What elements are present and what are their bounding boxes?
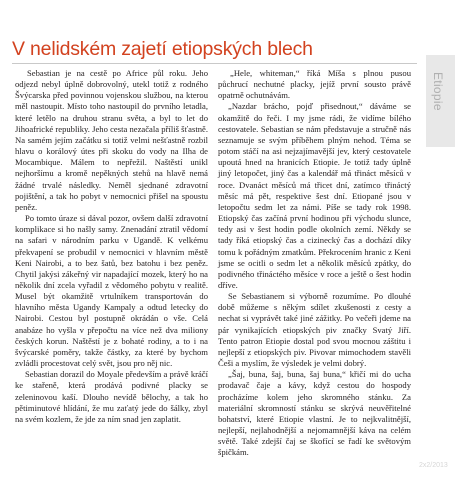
section-label: Etiopie [431, 72, 445, 111]
article-column-left [15, 68, 208, 425]
paragraph: „Šaj, buna, šaj, buna, šaj buna,“ křičí mi do ucha prodavač čaje a kávy, když cestou do hospody procházíme kolem jeho skromného stánku. Za materiální skromností stánku se skrývá neuvěřitelné bohatství, které Etiopie vlastní. Je to nejkvalitnější, nejlepší, nejlahodnější a nejomamnější káva na celém světě. Také zdejší čaj se škofící se řadí ke světovým špičkám. [218, 369, 411, 458]
paragraph: Sebastian je na cestě po Africe půl roku. Jeho odjezd nebyl úplně dobrovolný, utekl totiž z rodného Švýcarska před povinnou vojenskou službou, na kterou měl nastoupit. Místo toho nastoupil do prvního letadla, které letělo na druhou stranu světa, a byl to let do Jihoafrické republiky. Jeho cesta nezačala příliš šťastně. Na samém jejím začátku si totiž velmi nešťastně rozbil hlavu o korálový útes při skoku do vody na Ilha de Mocambique. Málem to nepřežil. Naštěstí unikl nejhoršímu a kromě nepěkných stehů na hlavě nemá žádné trvalé následky. Neměl sjednané zdravotní pojištění, a tak ho pobyt v nemocnici přišel na spoustu peněz. [15, 68, 208, 212]
paragraph: „Hele, whiteman,“ říká Míša s plnou pusou půchrucí nechutné placky, jejíž první sousto právě opatrně ochutnávám. [218, 68, 411, 101]
page-folio: 2x2/2013 [419, 462, 448, 469]
article-title: V nelidském zajetí etiopských blech [12, 38, 313, 60]
paragraph: „Nazdar brácho, pojď přisednout,“ dáváme se okamžitě do řeči. I my jsme rádi, že vidíme bílého cestovatele. Sebastian se nám představuje a stručně nás seznamuje se svým příběhem plným nehod. Téma se potom stáčí na asi nejzajímavější jev, který cestovatele upoutá hned na hranicích Etiopie. Je totiž tady úplně jiný letopočet, jiný čas a kalendář má třináct měsíců v roce. Dvanáct měsíců má třicet dní, zatímco třináctý měsíc má pět, respektive šest dní. Etiopané jsou v letopočtu sedm let za námi. Píše se tady rok 1998. Etiopský čas začíná první hodinou při východu slunce, tedy asi v šest hodin podle okolních zemí. Někdy se tady říká etiopský čas a cizinecký čas a dochází díky tomu k pořádným zmatkům. Překrocením hranic z Keni jsme se ocitli o sedm let a několik měsíců zpátky, do podivného třináctého měsíce v roce a ještě o šest hodin dříve. [218, 101, 411, 290]
article-column-right [218, 68, 411, 458]
paragraph: Sebastian dorazil do Moyale především a právě kráčí ke stařeně, která prodává podivné placky se zeleninovou kaší. Dlouho nevídě bělochy, a tak ho pětiminutové hlídání, že mu zaťatý jede do šálky, zbyl na svém kozlem, že jde za ním snad jen zaplatit. [15, 369, 208, 424]
title-rule [12, 63, 417, 64]
paragraph: Po tomto úraze si dával pozor, ovšem další zdravotní komplikace si ho našly samy. Znenadání ztratil vědomí na safari v národním parku v Ugandě. K velkému překvapení se probudil v nemocnici v hlavním městě Keni Nairobi, a to bez šatů, bez batohu i bez peněz. Chytil jakýsi zákeřný vir napadající mozek, který ho na několik dní zcela vyřadil z vědomého pobytu v realitě. Musel být okamžitě vrtulníkem transportován do hlavního města Ugandy Kampaly a odtud letecky do Nairobi. Cestou byl postupně okrádán o vše. Celá anabáze ho vyšla v přepočtu na více než dva miliony českých korun. Naštěstí je z bohaté rodiny, a to i na švýcarské poměry, takže částky, za které by bychom zvládli procestovat celý svět, jsou pro něj nic. [15, 213, 208, 369]
paragraph: Se Sebastianem si výborně rozumíme. Po dlouhé době můžeme s někým sdílet zkušenosti z cesty a nechat si vyprávět také jiné zážitky. Po večeři jdeme na pár vynikajících etiopských piv značky Svatý Jiří. Tento patron Etiopie dostal pod svou mocnou záštitu i nejlepší z etiopských piv. Pivovar mimochodem stavěli Češi a myslím, že výsledek je velmi dobrý. [218, 291, 411, 369]
